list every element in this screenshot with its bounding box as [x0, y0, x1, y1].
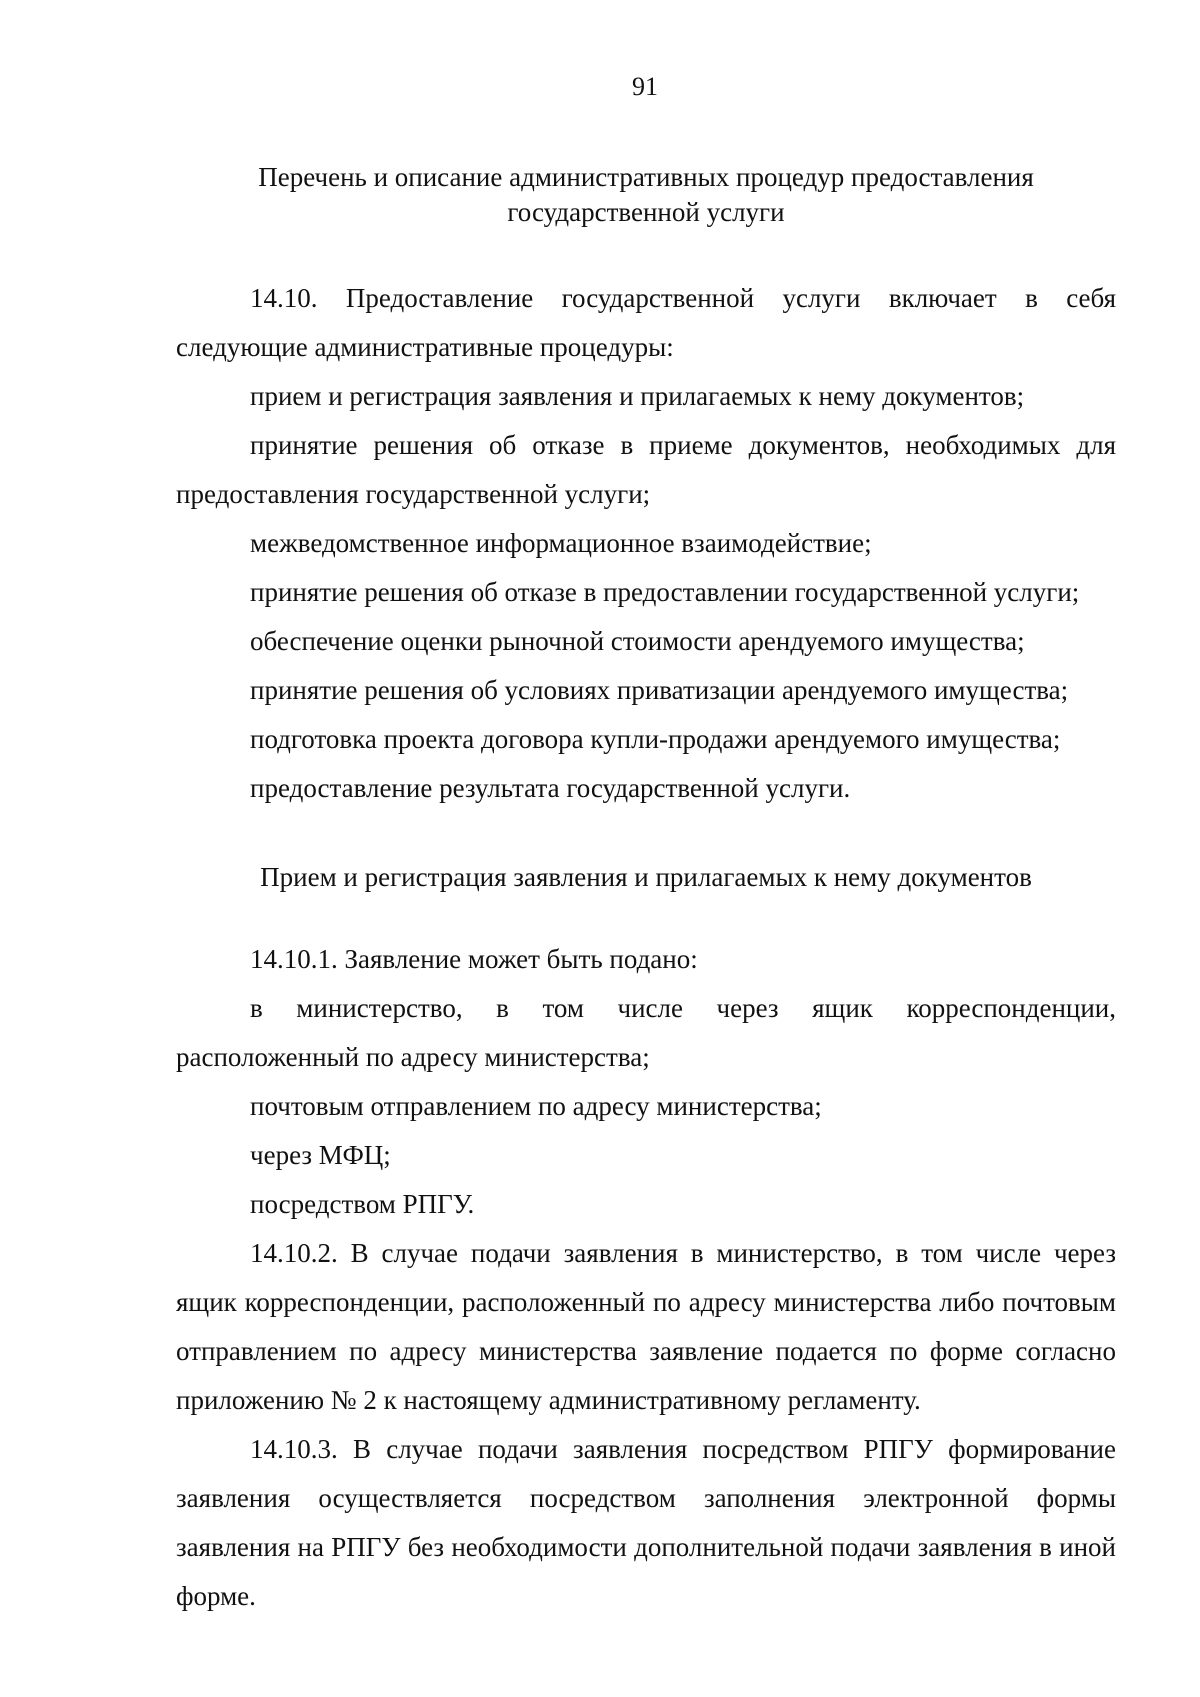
- procedure-item: принятие решения об отказе в приеме документов, необходимых для предоставления государственной услуги;: [176, 430, 1116, 509]
- procedure-item: межведомственное информационное взаимодействие;: [250, 528, 872, 558]
- subsection-heading: Прием и регистрация заявления и прилагаемых к нему документов: [260, 862, 1032, 892]
- procedure-item: подготовка проекта договора купли-продажи арендуемого имущества;: [250, 724, 1061, 754]
- paragraph-14-10-3: 14.10.3. В случае подачи заявления посредством РПГУ формирование заявления осуществляется посредством заполнения электронной формы заявления на РПГУ без необходимости дополнительной подачи заявления в иной форме.: [176, 1434, 1116, 1611]
- page-number: 91: [632, 72, 658, 101]
- submission-way-item: через МФЦ;: [250, 1140, 391, 1170]
- submission-way-item: посредством РПГУ.: [250, 1189, 475, 1219]
- paragraph-14-10-1: 14.10.1. Заявление может быть подано:: [250, 944, 698, 974]
- paragraph-14-10-2: 14.10.2. В случае подачи заявления в министерство, в том числе через ящик корреспонденции, расположенный по адресу министерства либо почтовым отправлением по адресу министерства заявление подается по форме согласно приложению № 2 к настоящему административному регламенту.: [176, 1238, 1116, 1415]
- submission-way-item: почтовым отправлением по адресу министерства;: [250, 1091, 822, 1121]
- submission-way-item: в министерство, в том числе через ящик корреспонденции, расположенный по адресу министерства;: [176, 993, 1116, 1072]
- procedure-item: прием и регистрация заявления и прилагаемых к нему документов;: [250, 381, 1025, 411]
- application-block: [176, 935, 1116, 1621]
- procedure-item: обеспечение оценки рыночной стоимости арендуемого имущества;: [250, 626, 1025, 656]
- procedure-item: принятие решения об условиях приватизации арендуемого имущества;: [250, 675, 1069, 705]
- procedures-block: [176, 274, 1116, 813]
- section-heading: Перечень и описание административных процедур предоставления государственной услуги: [258, 162, 1034, 227]
- paragraph-14-10: 14.10. Предоставление государственной услуги включает в себя следующие административные процедуры:: [176, 283, 1116, 362]
- procedure-item: предоставление результата государственной услуги.: [250, 773, 851, 803]
- procedure-item: принятие решения об отказе в предоставлении государственной услуги;: [250, 577, 1080, 607]
